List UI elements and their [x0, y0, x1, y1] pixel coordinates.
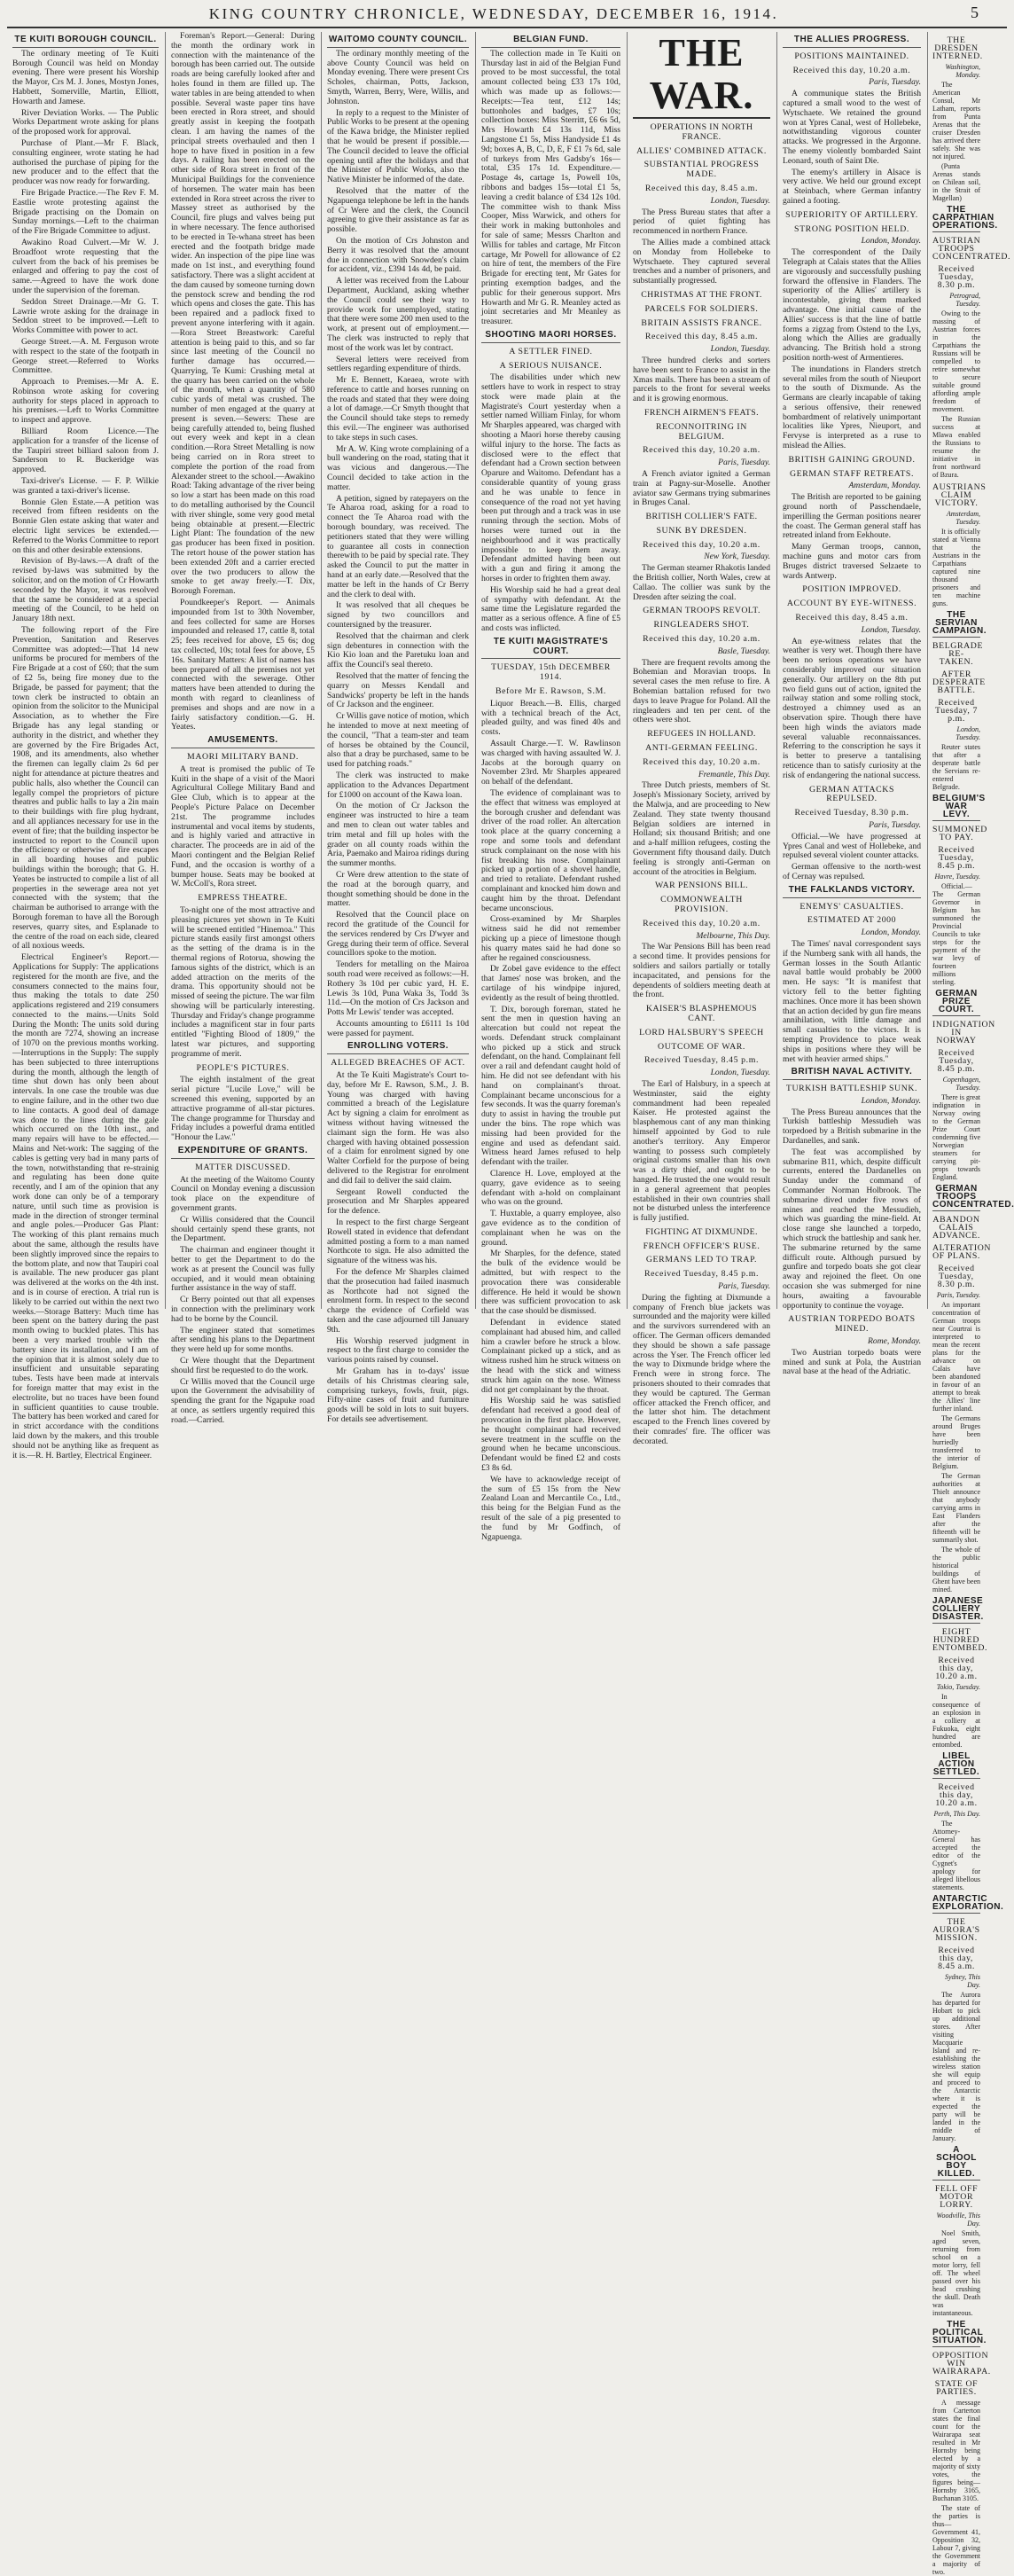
- subheading: EIGHT HUNDRED ENTOMBED.: [932, 1627, 988, 1653]
- paragraph: The whole of the public historical buildings of Ghent have been mined.: [932, 1546, 980, 1593]
- dateline: Perth, This Day.: [933, 1810, 980, 1818]
- column-divider: [927, 32, 928, 1309]
- headline: JAPANESE COLLIERY DISASTER.: [932, 1596, 984, 1622]
- paragraph: The evidence of complainant was to the effect that witness was employed at the borough crusher and defendant was driver of the road roller. An altercation took place at the quarry concerning a rope and some tools and defendant struck complainant on the nose with his fist breaking his nose. Complainant picked up a portion of a shovel handle, and tried to retaliate. Defendant rushed complainant and knocked him down and caught him by the throat. Defendant became unconscious.: [481, 787, 620, 913]
- headline: AMUSEMENTS.: [171, 736, 315, 748]
- subheading: Received this day, 10.20 a.m.: [643, 539, 760, 550]
- war-headline: GERMAN TROOPS REVOLT.: [643, 606, 760, 616]
- subheading: THE DRESDEN INTERNED.: [932, 35, 983, 61]
- paragraph: Resolved that the matter of fencing the quarry on Messrs Kendall and Sandwicks' property be left in the hands of Cr Jackson and the engineer.: [327, 671, 469, 710]
- paragraph: Three Dutch priests, members of St. Joseph's Missionary Society, arrived by the Malwja, and are proceeding to New Zealand. They state twenty thousand Belgian soldiers are interned in Holland; six thousand British; and one and a-half million refugees, costing the Government fifty thousand daily. Dutch feeling is strongly anti-German on account of the atrocities in Belgium.: [633, 780, 770, 877]
- subheading: ALLEGED BREACHES OF ACT.: [331, 1058, 465, 1069]
- paragraph: In consequence of an explosion in a colliery at Fukuoka, eight hundred are entombed.: [932, 1693, 980, 1749]
- headline: THE FALKLANDS VICTORY.: [783, 886, 921, 898]
- subheading: SUBSTANTIAL PROGRESS MADE.: [644, 160, 760, 180]
- paragraph: George Street.—A. M. Ferguson wrote with respect to the state of the footpath in George street.—Referred to Works Committee.: [12, 336, 159, 376]
- headline: TE KUITI MAGISTRATE'S COURT.: [481, 638, 620, 660]
- headline: ANTARCTIC EXPLORATION.: [932, 1894, 1004, 1912]
- paragraph: Fire Brigade Practice.—The Rev F. M. Eastlie wrote protesting against the Brigade practising on the Domain on Sunday mornings.—Left to the chairman of the Fire Brigade Committee to adjust.: [12, 187, 159, 237]
- paragraph: The Press Bureau announces that the Turkish battleship Messudieh was torpedoed by a British submarine in the Dardanelles, and sank.: [783, 1107, 921, 1147]
- column-1: [12, 32, 159, 1460]
- paragraph: The following report of the Fire Prevention, Sanitation and Reserves Committee was adopted:—That 14 new uniforms be procured for members of the Fire Brigade at a cost of £60; that the sum of £2 5s, being fire money due to the Brigade, be passed for payment; that the town clerk be instructed to obtain an opinion from the solicitor to the Municipal Association, as to whether the Fire Brigade has any legal standing or authority in the district, and whether they are governed by the Fire Brigades Act, 1908, and its amendments, also whether the firemen can legally claim 2s 6d per night for attendance at picture theatres and public halls, also whether the Council can legally compel the proprietors of picture theatres and public halls to lay a 2in main to their buildings with fire plug hydrant, and all appliances necessary for use in the event of fire; that the building inspector be instructed to report to the Council upon the efficiency or otherwise of fire escapes in all boarding houses and public buildings within the borough; that G. H. Yeates be instructed to compile a list of all properties in the sewerage area not yet connected with the system; that the chairman be authorised to arrange with the Borough foreman to have all the Borough reserves, quarry sites, and Esplanade to the centre of the road on each side, cleared of all noxious weeds.: [12, 625, 159, 951]
- paragraph: The Russian success at Mlawa enabled the Russians to resume the initiative in front northward of Bzura.: [932, 415, 980, 479]
- paragraph: On the motion of Cr Jackson the engineer was instructed to hire a team and men to clean out water tables and trim metal and fill up holes with the grader on all county roads within the Aria, Paemako and Mairoa ridings during the summer months.: [327, 801, 469, 869]
- subheading: A SERIOUS NUISANCE.: [499, 360, 603, 371]
- paragraph: There is great indignation in Norway owing to the German Prize Court condemning five Norwegian steamers for carrying pit-props towards England.: [932, 1093, 980, 1181]
- subheading: Received this day, 10.20 a.m.: [792, 65, 911, 75]
- paragraph: Cross-examined by Mr Sharples witness said he did not remember picking up a piece of limestone though his quarry mates said he had done so after he regained consciousness.: [481, 914, 620, 963]
- paragraph: Mr Sharples, for the defence, stated the bulk of the evidence would be admitted, but with respect to the provocation there was considerable difference. He held it would be shown there was sufficient provocation to ask that the case should be dismissed.: [481, 1249, 620, 1317]
- headline: THE ALLIES PROGRESS.: [783, 35, 921, 48]
- paragraph: Owing to the massing of Austrian forces in the Carpathians the Russians will be compelled to retire somewhat to secure suitable ground affording ample freedom of movement.: [932, 309, 980, 413]
- subheading: RECONNOITRING IN BELGIUM.: [656, 421, 747, 442]
- headline: BELGIUM'S WAR LEVY.: [932, 794, 986, 819]
- paragraph: The enemy's artillery in Alsace is very active. We held our ground except at Steinbach, where German infantry gained a footing.: [783, 167, 921, 206]
- paragraph: On the motion of Crs Johnston and Berry it was resolved that the amount due in connection with Snowden's claim for accident, viz., £394 14s 4d, be paid.: [327, 235, 469, 275]
- dateline: Rome, Monday.: [868, 1336, 921, 1347]
- paragraph: A communique states the British captured a small wood to the west of Wytschaete. We retained the ground won at Ypres Canal, west of Hollebeke, notwithstanding vigorous counter attacks. We progressed in the Argonne. The enemy violently bombarded Saint Leonard, south of Saint Die.: [783, 89, 921, 166]
- subheading: Received this day, 10.20 a.m.: [935, 1782, 978, 1808]
- subheading: COMMONWEALTH PROVISION.: [660, 895, 743, 914]
- subheading: GERMAN STAFF RETREATS.: [789, 468, 915, 479]
- paragraph: Clarence H. Love, employed at the quarry, gave evidence as to seeing defendant with a-hold on complainant who was on the ground.: [481, 1169, 620, 1208]
- subheading: OUTCOME OF WAR.: [658, 1041, 745, 1052]
- subheading: Received this day, 8.45 a.m.: [938, 1946, 975, 1971]
- headline: GERMAN TROOPS CONCENTRATED.: [932, 1184, 1014, 1210]
- subheading: BRITISH GAINING GROUND.: [788, 454, 916, 465]
- page-number: 5: [971, 4, 979, 21]
- column-4: [481, 32, 620, 1542]
- paragraph: The collection made in Te Kuiti on Thursday last in aid of the Belgian Fund proved to be most successful, the total amount collected being £33 17s 10d, which was made up as follows:—Receipts:—Tea tent, £12 14s; buttonholes and badges, £7 10s; collection boxes: Miss Sterritt, £6 6s 5d, Mrs Howarth £4 13s 11d, Miss Langstone £1 5s, Miss Handyside £1 4s 9d; boxes A, B, C, D, E, F £1 7s 6d, sale of turkeys from Mrs Gadsby's 16s—total, £35 17s 1d. Expenditure.—Postage 4s, cartage 1s, Powell 10s, ribbons and badges 15s—total £1 5s, leaving a credit balance of £34 12s 10d. The committee wish to thank Miss Cooper, Miss Warwick, and others for their work in making buttonholes and for sale of same; Messrs Charlton and Willis for tables and cartage, Mr Fitcon cartage, Mr Powell for allowance of £2 on hire of tent, the members of the Fire Brigade for erecting tent, Mr Gates for printing exemption badges, and the public for their generous support. Mrs Howarth and Mr G. R. Meanley acted as joint secretaries and Mr Meanley as treasurer.: [481, 48, 620, 327]
- paragraph: During the fighting at Dixmunde a company of French blue jackets was surrounded and the majority were killed and the survivors surrendered with an officer. The German officers demanded they should be shown a safe passage across the Yser. The French officer led the way to Dixmunde bridge where the French were in strong force. The prisoners shouted to their comrades that they would be captured. The German officer attacked the French officer, and the latter shot him. The detachment escaped to the French lines covered by their comrades' fire. The officer was decorated.: [633, 1292, 770, 1446]
- paragraph: The clerk was instructed to make application to the Advances Department for £1000 on account of the Kawa loan.: [327, 770, 469, 800]
- masthead: [0, 0, 987, 27]
- paragraph: The Aurora has departed for Hobart to pick up additional stores. After visiting Macquarie Island and re-establishing the wireless station she will equip and proceed to the Antarctic where it is expected the party will be landed in the middle of January.: [932, 1991, 980, 2142]
- paragraph: At the meeting of the Waitomo County Council on Monday evening a discussion took place on the expenditure of government grants.: [171, 1174, 315, 1214]
- paragraph: A letter was received from the Labour Department, Auckland, asking whether the Council could see their way to provide work for unemployed, stating that there were some 200 men used to the work, at present out of employment.—The clerk was instructed to reply that most of the work was let by contract.: [327, 276, 469, 353]
- war-headline: KAISER'S BLASPHEMOUS CANT.: [646, 1004, 757, 1023]
- paragraph: Official.—We have progressed at Ypres Canal and west of Hollebeke, and repulsed several violent counter attacks.: [783, 831, 921, 861]
- paragraph: The British are reported to be gaining ground north of Passchendaele, imperilling the German positions nearer the coast. The German general staff has retreated inland from Eekhoute.: [783, 492, 921, 541]
- dateline: Paris, Tuesday.: [869, 77, 921, 88]
- paragraph: Cr Were drew attention to the state of the road at the borough quarry, and thought something should be done in the matter.: [327, 869, 469, 909]
- paragraph: The disabilities under which new settlers have to work in respect to stray stock were made plain at the Magistrate's Court yesterday when a settler named William Finlay, for whom Mr Sharples appeared, was charged with shooting a Maori horse thereby causing wilful injury to the horse. The facts as disclosed were to the effect that defendant had a Crown section between Oparure and Waitomo. Defendant has a considerable quantity of young grass and he was unable to fence in consequence of the road not yet having been put through and a track was in use running through the section. Mobs of horses were turned out in the neighbourhood and it was practically impossible to keep them away. Defendant admitted having been out with a gun and firing it among the horses in order to frighten them away.: [481, 372, 620, 584]
- paragraph: The War Pensions Bill has been read a second time. It provides pensions for soldiers and sailors partially or totally incapacitated, and pensions for the dependents of soldiers meeting death at the front.: [633, 942, 770, 1000]
- paragraph: (Punta Arenas stands on Chilean soil, in the Strait of Magellan): [932, 162, 980, 202]
- paragraph: Cr Were thought that the Department should first be requested to do the work.: [171, 1355, 315, 1375]
- paragraph: The ordinary monthly meeting of the above County Council was held on Monday evening. There were present Crs Scholes, chairman, Potts, Jackson, Smyth, Warren, Berry, Were, Willis, and Johnston.: [327, 48, 469, 106]
- subheading: Received this day, 8.45 a.m.: [644, 183, 759, 193]
- paragraph: Approach to Premises.—Mr A. E. Robinson wrote asking for covering authority for steps placed in approach to his premises.—Left to Works Committee to inspect and approve.: [12, 377, 159, 426]
- subheading: OPPOSITION WIN WAIRARAPA.: [932, 2351, 991, 2376]
- paragraph: His Worship reserved judgment in respect to the first charge to consider the various points raised by counsel.: [327, 1335, 469, 1366]
- paragraph: Resolved that the Council place on record the gratitude of the Council for the services rendered by Crs D'wyer and Gregg during their term of office. Several councillors spoke to the motion.: [327, 910, 469, 959]
- paragraph: Defendant in evidence stated complainant had abused him, and called him a crawler before he struck a blow. Complainant picked up a stick, and as witness rushed him he struck witness on the head with the stick and witness struck him again on the nose. Witness did not get complainant by the throat.: [481, 1318, 620, 1395]
- subheading: Received Tuesday, 8.45 p.m.: [937, 845, 976, 871]
- headline: THE POLITICAL SITUATION.: [932, 2320, 987, 2345]
- paragraph: The German steamer Rhakotis landed the British collier, North Wales, crew at Callao. The collier was sunk by the Dresden after seizing the coal.: [633, 563, 770, 602]
- paragraph: We have to acknowledge receipt of the sum of £5 15s from the New Zealand Loan and Mercantile Co., Ltd., this being for the Belgian Fund as the result of the sale of a pig presented to the fund by Mr Godfinch, of Ngapuenga.: [481, 1474, 620, 1542]
- subheading: AUSTRIANS CLAIM VICTORY.: [932, 482, 987, 508]
- dateline: London, Tuesday.: [710, 195, 770, 206]
- paragraph: An eye-witness relates that the weather is very wet. Though there have been no serious operations we have considerably improved our situation generally. Our artillery on the 8th put two field guns out of action, ignited the railway station and some rolling stock, destroyed a chimney used as an observation spire. Though there have been high winds the aviators made several valuable reconnaissances. Referring to the conscription he says it is better to preserve a tantalising reticence than to satisfy curiosity at the risk of endangering the national success.: [783, 636, 921, 780]
- subheading: EMPRESS THEATRE.: [198, 893, 288, 904]
- subheading: A SETTLER FINED.: [509, 346, 593, 356]
- headline: BELGIAN FUND.: [481, 35, 620, 48]
- subheading: SUNK BY DRESDEN.: [656, 525, 747, 536]
- paragraph: It is officially stated at Vienna that the Austrians in the Carpathians captured nine thousand prisoners and ten machine guns.: [932, 528, 980, 607]
- paragraph: Poundkeeper's Report. — Animals impounded from 1st to 30th November, and fees collected for same are Horses impounded and released 17, cattle 8, total 25; fees received for above, £5 6s; dog tax collected, 10s; total fees for above, £5 16s. Sanitary Matters: A list of names has been prepared of all the premises not yet connected with the sewerage. Other matters have been attended to during the month with regard to cleanliness of premises and shops and are now in a fairly satisfactory condition.—G. H. Yeates.: [171, 598, 315, 732]
- paragraph: Accounts amounting to £6111 1s 10d were passed for payment.: [327, 1018, 469, 1038]
- masthead-rule: [7, 27, 1007, 28]
- war-headline: CHRISTMAS AT THE FRONT.: [641, 289, 762, 300]
- paragraph: The eighth instalment of the great serial picture "Lucile Love," will be screened this evening, supported by an attractive programme of all-star pictures. The change programme for Thursday and Friday includes a powerful drama entitled "Honour the Law.": [171, 1075, 315, 1143]
- subheading: RINGLEADERS SHOT.: [653, 620, 750, 630]
- subheading: Received Tuesday, 7 p.m.: [934, 698, 978, 724]
- subheading: AFTER DESPERATE BATTLE.: [932, 669, 986, 695]
- subheading: Received Tuesday, 8.45 p.m.: [644, 1055, 760, 1066]
- subheading: Received this day, 8.45 a.m.: [795, 613, 909, 623]
- paragraph: T. Huxtable, a quarry employee, also gave evidence as to the condition of complainant when he was on the ground.: [481, 1209, 620, 1248]
- war-headline: FRENCH AIRMEN'S FEATS.: [644, 407, 759, 418]
- column-divider: [776, 32, 777, 1309]
- paragraph: The correspondent of the Daily Telegraph at Calais states that the Allies are vigorously and successfully pushing forward the offensive in Flanders. The superiority of the Allies' artillery is incontestable, giving them marked advantage. One initial cause of the Allies' success is that the line of battle forms a zigzag from Ostend to the Lys, along which the Allies are gradually advancing. The British hold a strong position north-west of Armentieres.: [783, 247, 921, 363]
- column-divider: [165, 32, 166, 1309]
- paragraph: There are frequent revolts among the Bohemian and Moravian troops. In several cases the men refuse to fire. A Bohemian battalion refused for two days to leave Prague for Poland. All the ringleaders and ten per cent. of the others were shot.: [633, 657, 770, 725]
- paragraph: Cr Willis moved that the Council urge upon the Government the advisability of spending the grant for the Ngapuke road at once, as settlers urgently required this road.—Carried.: [171, 1376, 315, 1425]
- paragraph: The state of the parties is thus—Government 41, Opposition 32, Labour 7, giving the Government a majority of two.: [932, 2504, 980, 2576]
- headline: TE KUITI BOROUGH COUNCIL.: [12, 35, 159, 48]
- paragraph: Liquor Breach.—B. Ellis, charged with a technical breach of the Act, pleaded guilty, and was fined 40s and costs.: [481, 698, 620, 738]
- dateline: London, Monday.: [861, 236, 921, 247]
- paragraph: Awakino Road Culvert.—Mr W. J. Broadfoot wrote requesting that the culvert from the back of his premises be enlarged and offering to pay the cost of same.—Agreed to have the work done under the supervision of the foreman.: [12, 237, 159, 295]
- dateline: Copenhagen, Tuesday.: [942, 1076, 980, 1092]
- paragraph: At the Te Kuiti Magistrate's Court to-day, before Mr E. Rawson, S.M., J. B. Young was charged with having committed a breach of the Legislature Act by signing a claim for enrolment as witness without having witnessed the claimant sign the form. He was also charged with having obtained possession of a claim for enrolment signed by one Walter Corfield for the purpose of being delivered to the Registrar for enrolment and did fail to deliver the said claim.: [327, 1070, 469, 1186]
- subheading: ENEMYS' CASUALTIES.: [800, 901, 904, 912]
- paragraph: The Attorney-General has accepted the editor of the Cygnet's apology for alleged libellous statements.: [932, 1820, 980, 1891]
- subheading: SUMMONED TO PAY.: [932, 825, 987, 842]
- war-headline: OPERATIONS IN NORTH FRANCE.: [650, 122, 753, 142]
- subheading: FRENCH OFFICER'S RUSE.: [643, 1241, 760, 1251]
- dateline: Melbourne, This Day.: [696, 930, 770, 941]
- subheading: ABANDON CALAIS ADVANCE.: [932, 1215, 980, 1241]
- subheading: Before Mr E. Rawson, S.M.: [495, 686, 606, 696]
- paragraph: The American Consul, Mr Latham, reports from Punta Arenas that the cruiser Dresden has arrived there safely. She was not injured.: [932, 81, 980, 161]
- paragraph: Billiard Room Licence.—The application for a transfer of the license of the Taupiri street billiard saloon from J. Sanderson to R. Buckeridge was approved.: [12, 427, 159, 475]
- subheading: GERMANS LED TO TRAP.: [645, 1255, 758, 1265]
- dateline: New York, Tuesday.: [704, 552, 770, 562]
- dateline: Amsterdam, Monday.: [848, 481, 921, 491]
- dateline: Havre, Tuesday.: [934, 873, 980, 881]
- paragraph: Bonnie Glen Estate.—A petition was received from fifteen residents on the Bonnie Glen estate asking that water and electric light services be extended.—Referred to the Works Committee to report on this and other desirable extensions.: [12, 497, 159, 555]
- paragraph: The chairman and engineer thought it better to get the Department to do the work as at present the Council was fully occupied, and it would mean obtaining further assistance in the way of staff.: [171, 1245, 315, 1294]
- dateline: Sydney, This Day.: [945, 1973, 980, 1989]
- subheading: Received Tuesday, 8.30 p.m.: [794, 808, 909, 818]
- paragraph: The Press Bureau states that after a period of quiet fighting has recommenced in northern France.: [633, 207, 770, 237]
- dateline: London, Monday.: [861, 928, 921, 938]
- dateline: London, Tuesday.: [710, 1068, 770, 1078]
- dateline: Fremantle, This Day.: [698, 769, 770, 779]
- subheading: Received this day, 10.20 a.m.: [643, 918, 760, 928]
- subheading: ALTERATION OF PLANS.: [932, 1243, 992, 1261]
- paragraph: The ordinary meeting of Te Kuiti Borough Council was held on Monday evening. There were present his Worship the Mayor, Crs M. J. Jones, Mostyn Jones, Habbett, Somerville, Martin, Elliott, Howarth and Jamese.: [12, 48, 159, 106]
- subheading: MATTER DISCUSSED.: [195, 1162, 291, 1172]
- war-banner: THE WAR.: [633, 32, 770, 119]
- paragraph: Revision of By-laws.—A draft of the revised by-laws was submitted by the solicitor, and on the motion of Cr Howarth seconded by the Mayor, it was resolved that the same be considered at a special meeting of the Council, to be held on January 18th next.: [12, 556, 159, 624]
- subheading: STATE OF PARTIES.: [934, 2379, 979, 2397]
- headline: A SCHOOL BOY KILLED.: [932, 2146, 980, 2181]
- headline: WAITOMO COUNTY COUNCIL.: [327, 35, 469, 48]
- paragraph: Official.—The German Governor in Belgium has summoned the Provincial Councils to take steps for the payment of the war levy of fourteen millions sterling.: [932, 882, 980, 986]
- headline: THE SERVIAN CAMPAIGN.: [932, 610, 987, 636]
- paragraph: Purchase of Plant.—Mr F. Black, consulting engineer, wrote stating he had authorised the purchase of piping for the new producer and to the effect that the producer was now ready for forwarding.: [12, 137, 159, 187]
- paragraph: A treat is promised the public of Te Kuiti in the shape of a visit of the Maori Agricultural College Military Band and Glee Club, which is to appear at the People's Picture Palace on December 21st. The programme includes instrumental and vocal items by students, and is highly varied and attractive in character. The proceeds are in aid of the Maori contingent and the Belgian Relief Fund, and the occasion is worthy of a bumper house. Seats may be booked at W. McColl's, Rora street.: [171, 763, 315, 889]
- paragraph: The inundations in Flanders stretch several miles from the south of Nieuport to the south of Dixmunde. As the Germans are clearly incapable of taking a serious offensive, their renewed bombardment of relatively unimportant localities like Ypres, Nieuport, and Fervyse is interpreted as a ruse to mislead the Allies.: [783, 364, 921, 451]
- paragraph: Reuter states that after a desperate battle the Servians re-entered Belgrade.: [932, 743, 980, 791]
- subheading: ESTIMATED AT 2000: [807, 915, 897, 926]
- dateline: London, Tuesday.: [710, 344, 770, 355]
- subheading: POSITIONS MAINTAINED.: [794, 51, 909, 61]
- column-divider: [627, 32, 628, 1309]
- paragraph: Sergeant Rowell conducted the prosecution and Mr Sharples appeared for the defence.: [327, 1186, 469, 1217]
- subheading: INDIGNATION IN NORWAY: [932, 1020, 995, 1045]
- column-3: [327, 32, 469, 1424]
- war-headline: WAR PENSIONS BILL.: [655, 881, 748, 891]
- headline: THE CARPATHIAN OPERATIONS.: [932, 205, 998, 231]
- headline: ENROLLING VOTERS.: [327, 1042, 469, 1054]
- paragraph: Mr A. W. King wrote complaining of a bull wandering on the road, stating that it was vicious and dangerous.—The Council decided to take action in the matter.: [327, 443, 469, 492]
- subheading: ACCOUNT BY EYE-WITNESS.: [786, 599, 917, 609]
- paragraph: A French aviator ignited a German train at Pagny-sur-Moselle. Another aviator saw Germans trying submarines in Bruges Canal.: [633, 468, 770, 508]
- paragraph: The engineer stated that sometimes after sending his plans to the Department they were held up for some months.: [171, 1325, 315, 1355]
- paragraph: An important concentration of German troops near Courtrai is interpreted to mean the recent plans for the advance on Calais have been abandoned in favour of an attempt to break the Allies' line further inland.: [932, 1301, 980, 1413]
- paragraph: Noel Smith, aged seven, returning from school on a motor lorry, fell off. The wheel passed over his head crushing the skull. Death was instantaneous.: [932, 2229, 980, 2317]
- subheading: Received this day, 10.20 a.m.: [643, 634, 760, 645]
- dateline: Paris, Tuesday.: [869, 819, 921, 830]
- subheading: Received Tuesday, 8.45 p.m.: [937, 1048, 976, 1074]
- paragraph: A petition, signed by ratepayers on the Te Aharoa road, asking for a road to connect the Te Aharoa road with the borough boundary, was received. The petitioners stated that they were willing to guarantee all costs in connection therewith to be paid by special rate. They asked the Council to put the matter in hand at an early date.—Resolved that the matter be left in the hands of Cr Berry and the clerk to deal with.: [327, 493, 469, 599]
- dateline: Petrograd, Tuesday.: [949, 292, 980, 308]
- dateline: London, Tuesday.: [861, 624, 921, 635]
- paragraph: A message from Carterton states the final count for the Wairarapa seat resulted in Mr Hornsby being elected by a majority of sixty votes, the figures being—Hornsby 3165, Buchanan 3105.: [932, 2399, 980, 2502]
- paragraph: T. Dix, borough foreman, stated he sent the men in question having an altercation but could not repeat the words. Defendant struck complainant who picked up a stick and struck defendant, on the hand. Complainant fell over a rail and defendant caught hold of him. He did not see defendant with his hand on complainant's throat. Complainant became unconscious for a few seconds. It was the quarry foreman's duty to assist in having the trouble put under the bins. The rope which was missing had been provided for the engine and used as defendant said. Witness heard James refused to help defendant with the trailer.: [481, 1004, 620, 1168]
- paragraph: Resolved that the chairman and clerk sign debentures in connection with the Kio Kio loan and the Paretuku loan and affix the Council's seal thereto.: [327, 630, 469, 670]
- subheading: Received Tuesday, 8.30 p.m.: [937, 1264, 976, 1289]
- paragraph: Tenders for metalling on the Mairoa south road were received as follows:—H. Rothery 3s 10d per cubic yard, H. E. Lewis 3s 10d, Puna Waka 3s, Todd 3s 11d.—On the motion of Crs Jackson and Potts Mr Lewis' tender was accepted.: [327, 959, 469, 1018]
- paragraph: Dr Zobel gave evidence to the effect that James' nose was broken, and the cartilage of his windpipe injured, evidently as the result of being throttled.: [481, 964, 620, 1003]
- paragraph: In reply to a request to the Minister of Public Works to be present at the opening of the Kawa bridge, the Minister replied that he would be present if possible.—The Council decided to leave the official opening until after the holidays and that the Minister of Public Works, also the Native Minister be informed of the date.: [327, 107, 469, 185]
- paragraph: It was resolved that all cheques be signed by two councillors and countersigned by the treasurer.: [327, 600, 469, 630]
- subheading: STRONG POSITION HELD.: [794, 223, 909, 234]
- paragraph: Many German troops, cannon, machine guns and motor cars from Bruges district traversed Selzaete to wards Antwerp.: [783, 542, 921, 581]
- subheading: Received Tuesday, 8.30 p.m.: [937, 264, 976, 290]
- paragraph: Cr Berry pointed out that all expenses in connection with the preliminary work had to be borne by the Council.: [171, 1295, 315, 1324]
- column-divider: [321, 32, 322, 1309]
- dateline: Paris, Tuesday.: [936, 1291, 980, 1299]
- paragraph: Several letters were received from settlers regarding expenditure of thirds.: [327, 354, 469, 374]
- war-headline: BRITISH COLLIER'S FATE.: [645, 512, 758, 522]
- subheading: TURKISH BATTLESHIP SUNK.: [785, 1084, 918, 1094]
- paragraph: To-night one of the most attractive and pleasing pictures yet shown in Te Kuiti will be screened entitled "Hinemoa." This picture stands easily first amongst others as the setting of the drama is in the thermal regions of Rotorua, showing the famous sights of the district, which is an added attraction on the merits of the drama. This opportunity should not be missed of seeing the picture. The war film showing will be particularly interesting. Thursday and Friday's change programme includes a magnificent star in four parts entitled "Fighting Blood of 1809," the latest war pictures, and supporting programme of merit.: [171, 904, 315, 1059]
- paragraph: Taxi-driver's License. — F. P. Wilkie was granted a taxi-driver's license.: [12, 476, 159, 496]
- dateline: Basle, Tuesday.: [717, 646, 770, 656]
- subheading: TUESDAY, 15th DECEMBER 1914.: [491, 662, 611, 683]
- subheading: PARCELS FOR SOLDIERS.: [644, 303, 759, 314]
- headline: GERMAN PRIZE COURT.: [932, 990, 980, 1016]
- headline: LIBEL ACTION SETTLED.: [932, 1751, 980, 1777]
- headline: EXPENDITURE OF GRANTS.: [171, 1147, 315, 1159]
- dateline: Tokio, Tuesday.: [936, 1683, 980, 1691]
- dateline: London, Monday.: [861, 1095, 921, 1106]
- subheading: Received this day, 8.45 a.m.: [644, 332, 759, 342]
- subheading: GERMAN ATTACKS REPULSED.: [808, 784, 895, 804]
- headline: BRITISH NAVAL ACTIVITY.: [783, 1068, 921, 1080]
- subheading: Received this day, 10.20 a.m.: [643, 756, 760, 767]
- headline: SHOOTING MAORI HORSES.: [481, 331, 620, 343]
- subheading: POSITION IMPROVED.: [802, 584, 901, 595]
- paragraph: Cr Willis gave notice of motion, which he intended to move at next meeting of the council, "That a team-ster and team of horses be obtained by the Council, also that a dray be purchased, same to be used for patching roads.": [327, 711, 469, 770]
- subheading: BELGRADE RE-TAKEN.: [932, 641, 984, 667]
- column-5: [633, 31, 770, 1446]
- paragraph: In respect to the first charge Sergeant Rowell stated in evidence that defendant admitted posting a form to a man named Northcote to sign. He also admitted the signature of the witness was his.: [327, 1218, 469, 1266]
- paragraph: For the defence Mr Sharples claimed that the prosecution had failed inasmuch as Northcote had not signed the enrolment form. In respect to the second charge the evidence of Corfield was taken and the case adjourned till January 9th.: [327, 1267, 469, 1335]
- dateline: Washington, Monday.: [945, 63, 980, 79]
- paragraph: His Worship said he had a great deal of sympathy with defendant. At the same time the Legislature regarded the matter as a serious offence. A fine of £5 and costs was inflicted.: [481, 584, 620, 634]
- subheading: Received this day, 10.20 a.m.: [643, 445, 760, 456]
- subheading: LORD HALSBURY'S SPEECH: [639, 1027, 764, 1037]
- war-headline: FIGHTING AT DIXMUNDE.: [645, 1226, 758, 1237]
- dateline: London, Tuesday.: [956, 725, 980, 741]
- war-headline: REFUGEES IN HOLLAND.: [647, 729, 756, 740]
- paragraph: German offensive to the north-west of Cernay was repulsed.: [783, 862, 921, 881]
- subheading: Received this day, 10.20 a.m.: [935, 1656, 978, 1681]
- subheading: ALLIES' COMBINED ATTACK.: [636, 145, 767, 156]
- paragraph: The feat was accomplished by submarine B11, which, despite difficult currents, entered the Dardanelles on Sunday under the command of Commander Norman Holbrook. The submarine dived under five rows of mines and reached the Messudieh, which was guarding the mine-field. At close range she launched a torpedo, which struck the battleship and sank her. The submarine returned by the same difficult route. Although pursued by gunfire and torpedo boats she got clear away and rejoined the fleet. On one occasion she was submerged for nine hours, awaiting a favourable opportunity to continue the voyage.: [783, 1147, 921, 1311]
- paragraph: Foreman's Report.—General: During the month the ordinary work in connection with the maintenance of the borough has been carried out. The outside roads are being carefully looked after and holes found in them are filled up. The water tables in are being attended to when possible. Several waste paper tins have been erected in Rora street, and should greatly assist in keeping the footpath clean. I am having the names of the principal streets overhauled and then I hope to have fixed in position in a few days. A railing has been erected on the other side of Rora street in front of the Municipal Buildings for the convenience of horsemen. The water main has been extended in Rora street across the river to Massey street as authorised by the Council, fire plugs and valves being put in where necessary. The fence authorised to be erected in Te-whana street has been erected and the footpath bridge made wider. An inspection of the pipe line was made on 1st inst., and everything found satisfactory. There was a slight accident at the dam caused by someone turning down the penstock screw and bending the rod which opens and closes the gate. This has been repaired and a padlock fixed to prevent anyone interfering with it again.—Rora Street Breastwork: Careful attention is being paid to this, and so far since last meeting of the Council no further damage has occurred.—Quarrying, Te Kumi: Crushing metal at the quarry has been carried on the whole of the month, when a quantity of 580 cubic yards of metal was crushed. The number of men engaged at the quarry at present is seven.—Sewers: These are being carefully attended to, being flushed out every week and kept in a clean condition.—Rora Street Metalling is now being carried on in Rora street to complete the portion of the road from Alexander street to the school.—Awakino Road: Taking advantage of the river being so low a start has been made on this road to do metalling authorised by the Council with river shingle, some very good metal being obtainable at present.—Electric Light Plant: The foundation of the new gas producer has been fixed in position. The retort house of the power station has been extended 20ft and a carrier erected over the two producers to allow the smoke to get away freely.—T. Dix, Borough Foreman.: [171, 31, 315, 597]
- subheading: FELL OFF MOTOR LORRY.: [934, 2184, 979, 2210]
- dateline: Paris, Tuesday.: [718, 458, 770, 468]
- paragraph: Mr E. Bennett, Kaeaea, wrote with reference to cattle and horses running on the roads and stated that they were doing a lot of damage.—Cr Smyth thought that the Council should take steps to remedy this evil.—The engineer was authorised to take steps in such cases.: [327, 375, 469, 442]
- subheading: MAORI MILITARY BAND.: [187, 751, 299, 762]
- dateline: Paris, Tuesday.: [718, 1281, 770, 1292]
- column-2: [171, 31, 315, 1425]
- subheading: THE AURORA'S MISSION.: [932, 1917, 980, 1943]
- subheading: ANTI-GERMAN FEELING.: [645, 743, 758, 754]
- subheading: Received Tuesday, 8.45 p.m.: [644, 1269, 760, 1280]
- paragraph: The Times' naval correspondent says if the Nurnberg sank with all hands, the German losses in the South Atlantic naval battle would probably be 2000 men. He says: "It is manifest that victory fell to the better fighting machines. Once more it has been shown that an action decided by gun fire means annihilation, with little damage and small casualties to the victors. It is tempting Providence to place weak ships in positions where they will be met with heavier armed ships.": [783, 938, 921, 1064]
- paragraph: Seddon Street Drainage.—Mr G. T. Lawrie wrote asking for the drainage in Seddon street to be improved.—Left to Works Committee with power to act.: [12, 296, 159, 336]
- paragraph: Assault Charge.—T. W. Rawlinson was charged with having assaulted W. J. Jacobs at the borough quarry on November 23rd. Mr Sharples appeared on behalf of the defendant.: [481, 738, 620, 787]
- paragraph: The Germans around Bruges have been hurriedly transferred to the interior of Belgium.: [932, 1414, 980, 1470]
- paragraph: Cr Willis considered that the Council should certainly spend these grants, not the Department.: [171, 1214, 315, 1244]
- paragraph: Mr Graham has in to-days' issue details of his Christmas clearing sale, comprising turkeys, fowls, fruit, pigs. Fifty-nine cases of fruit and furniture goods will be sold in lots to suit buyers. For details see advertisement.: [327, 1366, 469, 1424]
- paragraph: Three hundred clerks and sorters have been sent to France to assist in the Xmas mails. There has been a stream of parcels to the front for several weeks and it is growing enormous.: [633, 355, 770, 404]
- column-6: [783, 32, 921, 1377]
- dateline: Amsterdam, Tuesday.: [946, 510, 980, 526]
- paragraph: River Deviation Works. — The Public Works Department wrote asking for plans of the proposed work for approval.: [12, 107, 159, 137]
- subheading: BRITAIN ASSISTS FRANCE.: [641, 317, 762, 328]
- subheading: SUPERIORITY OF ARTILLERY.: [785, 209, 918, 220]
- column-7: [932, 32, 1014, 2576]
- paragraph: Electrical Engineer's Report.—Applications for Supply: The applications registered for the month are five, and the consumers connected to the mains four, thus making the totals to date 250 applications registered and 219 consumers connected to the mains.—Units Sold During the Month: The units sold during the month are 7274, showing an increase of 1070 on the previous months working.—Interruptions in the Supply: The supply has been subjected to three interruptions during the month, although the length of time shut down has only been about intervals. In one case the trouble was due to engine failure, and in the other two due to line contacts. A good deal of damage was done to the lines during the gale which occurred on the 10th inst., and many repairs will have to be effected.—Mains and Net-work: The sagging of the cables is getting very bad in many parts of the town, notwithstanding that re-strainig and regulating has been done quite recently, and I am of the opinion that any work done can only be of a temporary nature, until such time as provision is made in the direction of stronger terminal and angle poles.—Producer Gas Plant: The working of this plant remains much about the same, although the results have been slightly improved since the repairs to the bottom plate, and now that Taupiri coal is available. The new producer gas plant was delivered at the works on the 4th inst. and is in course of erection. A trial run is likely to be carried out within the next two weeks.—Storage Battery: Much time has been spent on the battery during the past month owing to buckled plates. This has been a very marked trouble with the battery since its installation, and I am of the opinion that it is almost solely due to insufficient and unsuitable separating tubes. Tests have been made at intervals for foreign matter that may exist in the electrolite, but no traces have been found in sufficient quantities to cause trouble. The battery has been worked and cared for in strict accordance with the conditions laid down by the makers, and this trouble should not be anything like as frequent as it is.—R. H. Bartley, Electrical Engineer.: [12, 952, 159, 1460]
- subheading: AUSTRIAN TORPEDO BOATS MINED.: [788, 1314, 916, 1335]
- subheading: PEOPLE'S PICTURES.: [196, 1062, 290, 1073]
- paragraph: The Allies made a combined attack on Monday from Hollebeke to Wytschaete. They captured several trenches and a number of prisoners, and substantially progressed.: [633, 237, 770, 286]
- paragraph: The Earl of Halsbury, in a speech at Westminster, said the eighty commandment had been repealed Kaiser. He protested against the blasphemous cant of any man thinking himself appointed by God to rule another's territory. Any Emperor wanting to possess such completely original customs smaller than his own was a dirty thief, and ought to be hanged. He trusted the one would result in a general agreement that peoples established in their own countries shall not be disturbed unless the interference is fully justified.: [633, 1078, 770, 1224]
- paragraph: Resolved that the matter of the Ngapuenga telephone be left in the hands of Cr Were and the clerk, the Council agreeing to give their assistance as far as possible.: [327, 185, 469, 235]
- dateline: Woodville, This Day.: [936, 2212, 980, 2228]
- paragraph: His Worship said he was satisfied defendant had received a good deal of provocation in the first place. However, he thought complainant had received severe treatment in the scuffle on the ground when he became unconscious. Defendant would be fined £2 and costs £3 8s 6d.: [481, 1396, 620, 1473]
- subheading: AUSTRIAN TROOPS CONCENTRATED.: [932, 236, 1011, 262]
- paragraph: Two Austrian torpedo boats were mined and sunk at Pola, the Austrian naval base at the head of the Adriatic.: [783, 1347, 921, 1377]
- paragraph: The German authorities at Thielt announce that anybody carrying arms in East Flanders after the fifteenth will be summarily shot.: [932, 1472, 980, 1544]
- newspaper-title: KING COUNTRY CHRONICLE, WEDNESDAY, DECEMBER 16, 1914.: [208, 5, 779, 22]
- column-divider: [475, 32, 476, 1309]
